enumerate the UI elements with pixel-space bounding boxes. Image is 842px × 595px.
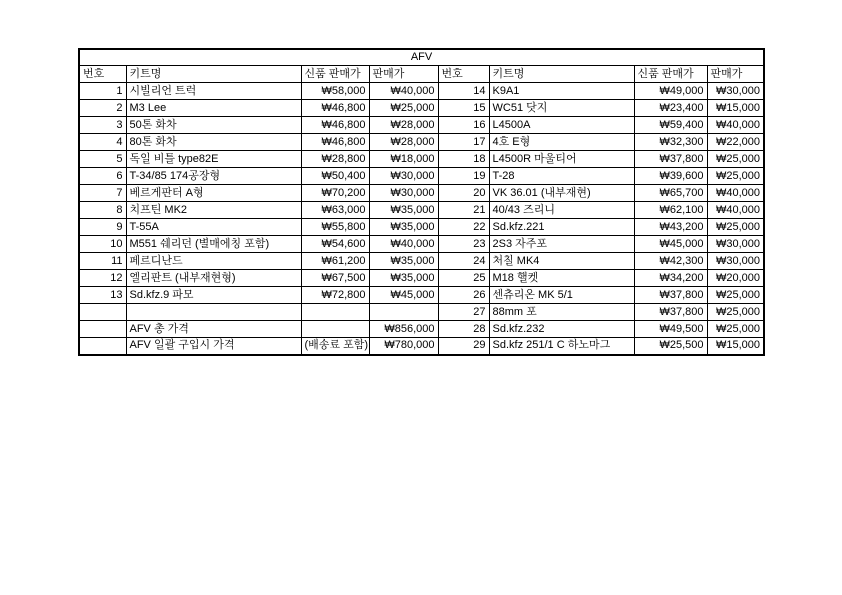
cell-new-price: ₩25,500 [634,338,707,355]
cell-kit-name: T-55A [126,219,301,236]
cell-kit-name: Sd.kfz 251/1 C 하노마그 [489,338,634,355]
cell-price: ₩25,000 [707,287,764,304]
cell-kit-name: 80톤 화차 [126,134,301,151]
table-row [79,287,764,304]
cell-price: ₩40,000 [707,202,764,219]
table-row [79,151,764,168]
header-new-price-right: 신품 판매가 [634,66,707,83]
cell-kit-name [126,304,301,321]
cell-no: 25 [438,270,489,287]
cell-no: 7 [79,185,126,202]
cell-price: ₩28,000 [369,134,438,151]
cell-new-price: ₩58,000 [301,83,369,100]
cell-price: ₩45,000 [369,287,438,304]
cell-price: ₩30,000 [707,236,764,253]
cell-no: 4 [79,134,126,151]
cell-no: 26 [438,287,489,304]
cell-new-price: ₩43,200 [634,219,707,236]
cell-new-price: ₩62,100 [634,202,707,219]
table-row [79,185,764,202]
cell-new-price: ₩42,300 [634,253,707,270]
cell-no: 9 [79,219,126,236]
cell-new-price: ₩46,800 [301,134,369,151]
cell-kit-name: 페르디난드 [126,253,301,270]
table-body [79,83,764,355]
cell-no [79,321,126,338]
afv-price-table [78,48,765,356]
cell-new-price: ₩72,800 [301,287,369,304]
cell-new-price: ₩37,800 [634,304,707,321]
table-row [79,236,764,253]
cell-price: ₩22,000 [707,134,764,151]
cell-kit-name: L4500A [489,117,634,134]
cell-no: 6 [79,168,126,185]
cell-kit-name: 4호 E형 [489,134,634,151]
table-row [79,134,764,151]
cell-price: ₩25,000 [369,100,438,117]
cell-new-price: ₩46,800 [301,117,369,134]
header-new-price-left: 신품 판매가 [301,66,369,83]
cell-kit-name: T-34/85 174공장형 [126,168,301,185]
cell-new-price: ₩23,400 [634,100,707,117]
cell-kit-name: 치프틴 MK2 [126,202,301,219]
cell-new-price: ₩45,000 [634,236,707,253]
cell-new-price: ₩34,200 [634,270,707,287]
cell-no: 16 [438,117,489,134]
header-kit-name-right: 키트명 [489,66,634,83]
cell-no: 28 [438,321,489,338]
table-row [79,219,764,236]
cell-price: ₩40,000 [707,185,764,202]
cell-no: 12 [79,270,126,287]
cell-price: ₩35,000 [369,253,438,270]
header-no-left: 번호 [79,66,126,83]
cell-no [79,304,126,321]
cell-new-price: ₩49,500 [634,321,707,338]
cell-kit-name: 50톤 화차 [126,117,301,134]
cell-price [369,304,438,321]
cell-no: 24 [438,253,489,270]
cell-no: 15 [438,100,489,117]
cell-new-price: ₩49,000 [634,83,707,100]
cell-price: ₩30,000 [707,253,764,270]
header-price-left: 판매가 [369,66,438,83]
cell-new-price: ₩70,200 [301,185,369,202]
cell-new-price [301,321,369,338]
cell-price: ₩30,000 [707,83,764,100]
cell-price: ₩35,000 [369,270,438,287]
cell-kit-name: 엘리판트 (내부재현형) [126,270,301,287]
cell-kit-name: L4500R 마울티어 [489,151,634,168]
table-row [79,304,764,321]
cell-kit-name: Sd.kfz.232 [489,321,634,338]
cell-kit-name: 시빌리언 트럭 [126,83,301,100]
cell-kit-name: M3 Lee [126,100,301,117]
cell-no: 10 [79,236,126,253]
cell-price: ₩856,000 [369,321,438,338]
table-row [79,168,764,185]
cell-price: ₩20,000 [707,270,764,287]
table-row [79,100,764,117]
cell-no: 2 [79,100,126,117]
cell-price: ₩25,000 [707,168,764,185]
cell-no: 8 [79,202,126,219]
cell-price: ₩28,000 [369,117,438,134]
header-no-right: 번호 [438,66,489,83]
table-row [79,202,764,219]
table-row [79,117,764,134]
cell-no: 21 [438,202,489,219]
cell-new-price: ₩32,300 [634,134,707,151]
cell-no: 18 [438,151,489,168]
cell-no: 5 [79,151,126,168]
cell-new-price [301,304,369,321]
cell-no: 20 [438,185,489,202]
cell-price: ₩40,000 [707,117,764,134]
table-title: AFV [79,49,764,66]
cell-price: ₩25,000 [707,219,764,236]
table-row [79,270,764,287]
header-kit-name-left: 키트명 [126,66,301,83]
cell-kit-name: 2S3 자주포 [489,236,634,253]
cell-new-price: ₩63,000 [301,202,369,219]
cell-no: 19 [438,168,489,185]
cell-kit-name: VK 36.01 (내부재현) [489,185,634,202]
cell-kit-name: AFV 총 가격 [126,321,301,338]
cell-no [79,338,126,355]
cell-kit-name: 88mm 포 [489,304,634,321]
cell-kit-name: 40/43 즈리니 [489,202,634,219]
cell-kit-name: AFV 일괄 구입시 가격 [126,338,301,355]
cell-no: 23 [438,236,489,253]
cell-new-price: ₩50,400 [301,168,369,185]
cell-new-price: ₩61,200 [301,253,369,270]
cell-no: 14 [438,83,489,100]
table-row [79,83,764,100]
cell-kit-name: 베르게판터 A형 [126,185,301,202]
cell-kit-name: 처칠 MK4 [489,253,634,270]
cell-price: ₩25,000 [707,304,764,321]
cell-new-price: (배송료 포함) [301,338,369,355]
table-header-row [79,66,764,83]
cell-price: ₩40,000 [369,83,438,100]
cell-new-price: ₩39,600 [634,168,707,185]
cell-no: 3 [79,117,126,134]
table-row [79,321,764,338]
cell-no: 29 [438,338,489,355]
cell-no: 13 [79,287,126,304]
cell-no: 17 [438,134,489,151]
cell-no: 22 [438,219,489,236]
cell-new-price: ₩55,800 [301,219,369,236]
header-price-right: 판매가 [707,66,764,83]
cell-kit-name: WC51 닷지 [489,100,634,117]
cell-new-price: ₩37,800 [634,151,707,168]
cell-new-price: ₩65,700 [634,185,707,202]
cell-no: 1 [79,83,126,100]
cell-kit-name: M18 핼켓 [489,270,634,287]
cell-kit-name: Sd.kfz.9 파모 [126,287,301,304]
cell-new-price: ₩46,800 [301,100,369,117]
cell-kit-name: 독일 비틀 type82E [126,151,301,168]
cell-kit-name: Sd.kfz.221 [489,219,634,236]
cell-price: ₩15,000 [707,338,764,355]
cell-price: ₩15,000 [707,100,764,117]
cell-price: ₩780,000 [369,338,438,355]
cell-new-price: ₩54,600 [301,236,369,253]
cell-new-price: ₩59,400 [634,117,707,134]
table-row [79,253,764,270]
cell-price: ₩25,000 [707,151,764,168]
cell-no: 27 [438,304,489,321]
table-title-row [79,49,764,66]
cell-kit-name: K9A1 [489,83,634,100]
table-row [79,338,764,355]
cell-kit-name: T-28 [489,168,634,185]
cell-price: ₩30,000 [369,185,438,202]
cell-new-price: ₩67,500 [301,270,369,287]
cell-new-price: ₩28,800 [301,151,369,168]
cell-price: ₩30,000 [369,168,438,185]
cell-kit-name: 센츄리온 MK 5/1 [489,287,634,304]
cell-new-price: ₩37,800 [634,287,707,304]
cell-no: 11 [79,253,126,270]
cell-price: ₩35,000 [369,219,438,236]
cell-price: ₩18,000 [369,151,438,168]
cell-price: ₩35,000 [369,202,438,219]
cell-price: ₩40,000 [369,236,438,253]
cell-price: ₩25,000 [707,321,764,338]
cell-kit-name: M551 쉐리던 (별매에칭 포함) [126,236,301,253]
